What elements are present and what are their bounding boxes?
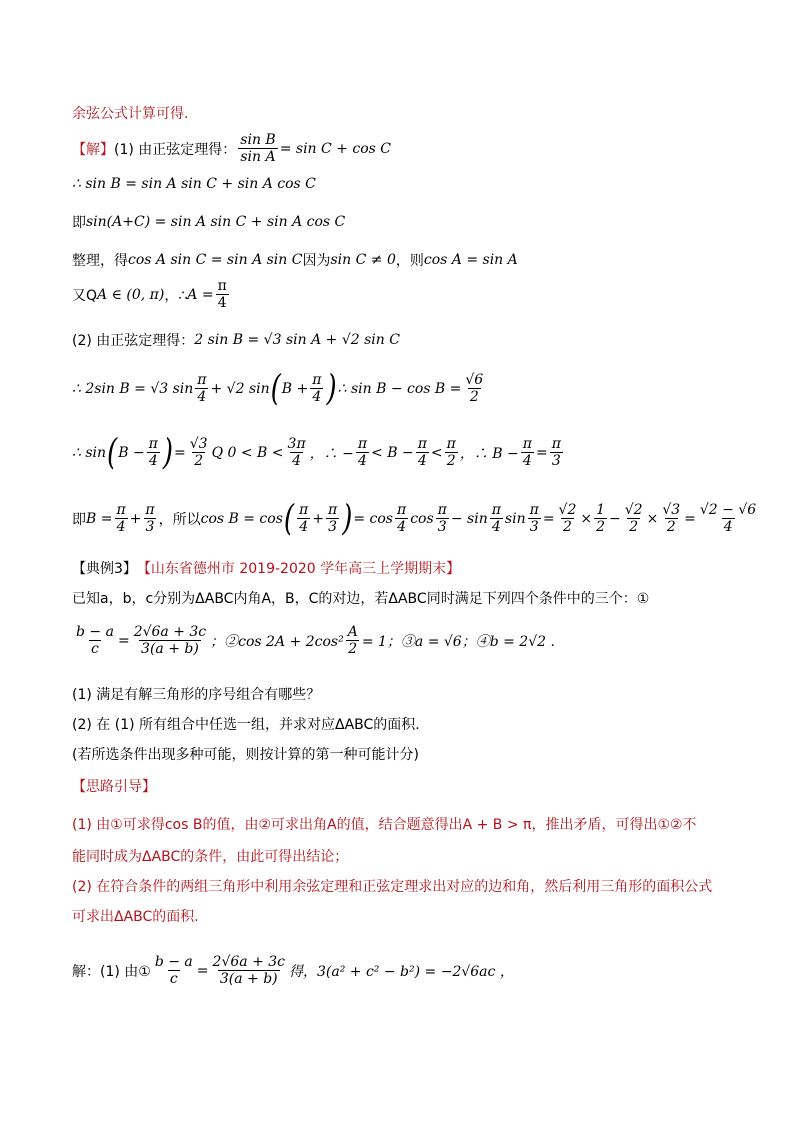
solution-part1-text: (1) 由正弦定理得： [114, 141, 237, 158]
solution-line-7: ∴ 2sin B = √3 sin $\frac{\pi}{4}$ + √2 sin ( B + $\frac{\pi}{4}$ ) ∴ sin B − cos B = $\frac{√6}{2}$ [72, 368, 484, 409]
example-source: 【山东省德州市 2019-2020 学年高三上学期期末】 [136, 561, 461, 577]
guide-line-1: (1) 由①可求得cos B的值，由②可求出角A的值，结合题意得出A + B > π，推出矛盾，可得出①②不 [72, 817, 697, 833]
solution-line-6: (2) 由正弦定理得： 2 sin B = √3 sin A + √2 sin C [72, 332, 400, 349]
example-header [72, 558, 460, 578]
guide-header: 【思路引导】 [72, 779, 156, 795]
intro-line [72, 103, 188, 123]
solution-tag: 【解】 [72, 141, 114, 158]
question-2: (2) 在 (1) 所有组合中任选一组，并求对应ΔABC的面积. [72, 717, 420, 733]
fraction-pi-4: $\frac{\pi}{4}$ [217, 278, 227, 311]
solution-line-5: 又Q A ∈ (0, π) ，∴ A = $\frac{\pi}{4}$ [72, 278, 227, 311]
example-line-2: $\frac{b - a}{c}$ = $\frac{2√6a + 3c}{3(a + b)}$ ；②cos 2A + 2cos² $\frac{A}{2}$ = 1；③a = √6；④b = 2√2 . [76, 624, 555, 657]
solution-line-2: ∴ sin B = sin A sin C + sin A cos C [72, 176, 316, 192]
guide-line-3: (2) 在符合条件的两组三角形中利用余弦定理和正弦定理求出对应的边和角，然后利用三角形的面积公式 [72, 879, 713, 895]
fraction-sinb-sina: $\frac{\text{sin B}}{\text{sin A}}$ [240, 132, 276, 165]
solution-line-4: 整理，得 cos A sin C = sin A sin C 因为 sin C ≠ 0 ，则 cos A = sin A [72, 252, 518, 269]
intro-text: 余弦公式计算可得. [72, 106, 189, 122]
guide-line-2: 能同时成为ΔABC的条件，由此可得出结论； [72, 849, 349, 865]
solution-line-9: 即 B = $\frac{\pi}{4}$ + $\frac{\pi}{3}$ ，所以 cos B = cos ( $\frac{\pi}{4}$ + $\frac{\pi}{3}$ ) = cos $\frac{\pi}{4}$ cos $\frac{\pi}{3}$ − sin $\frac{\pi}{4}$ sin $\frac{\pi}{3}$ = $\frac{√2}{2}$ × $\frac{1}{2}$ − $\frac{√2}{2}$ × $\frac{√3}{2}$ = $\frac{√2 - √6}{4}$ [72, 498, 757, 539]
guide-line-4: 可求出ΔABC的面积. [72, 909, 199, 925]
solution-line-3: 即 sin(A+C) = sin A sin C + sin A cos C [72, 214, 346, 231]
question-1: (1) 满足有解三角形的序号组合有哪些？ [72, 687, 321, 703]
example-tag: 【典例3】 [72, 561, 137, 577]
question-3: (若所选条件出现多种可能，则按计算的第一种可能计分) [72, 747, 419, 763]
solution-line-8: ∴ sin ( B − $\frac{\pi}{4}$ ) = $\frac{√3}{2}$ Q 0 < B < $\frac{3\pi}{4}$ ，∴ − $\frac{\pi}{4}$ < B − $\frac{\pi}{4}$ < $\frac{\pi}{2}$ ，∴ B − $\frac{\pi}{4}$ = $\frac{\pi}{3}$ [72, 432, 561, 473]
example-line-1: 已知a，b，c分别为ΔABC内角A，B，C的对边，若ΔABC同时满足下列四个条件中的三个：① [72, 591, 650, 607]
equation-rhs: = sin C + cos C [279, 140, 391, 157]
answer-line-1: 解：(1) 由① $\frac{b - a}{c}$ = $\frac{2√6a + 3c}{3(a + b)}$ 得，3(a² + c² − b²) = −2√6ac ， [72, 954, 514, 987]
solution-line-1 [72, 132, 391, 165]
